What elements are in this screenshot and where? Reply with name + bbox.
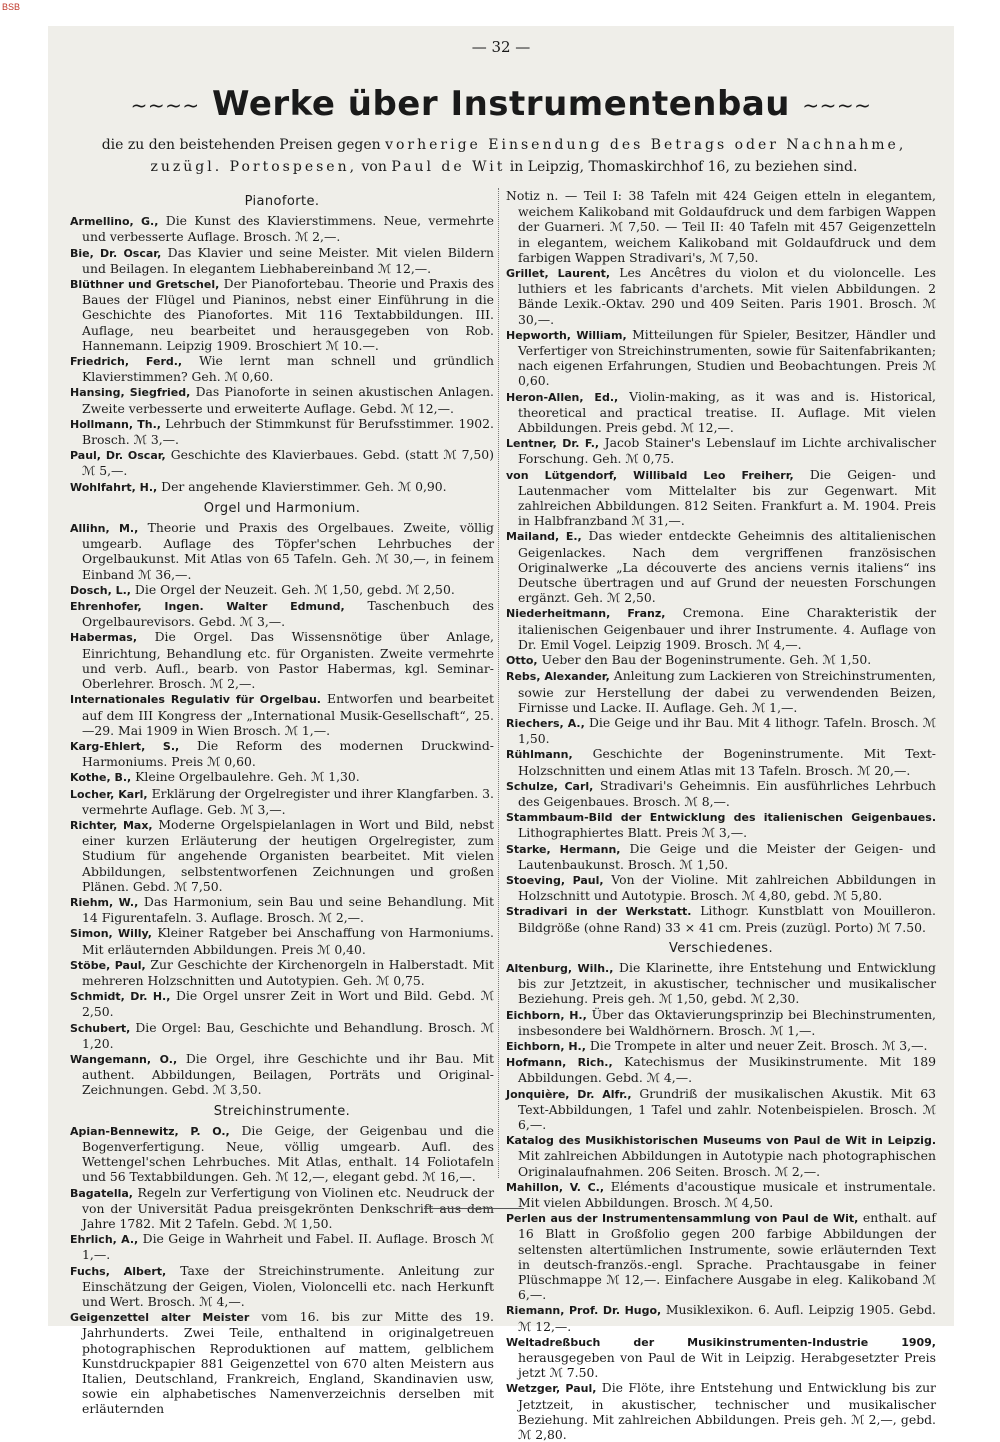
catalog-entry (70, 1263, 494, 1310)
entry-text: Cremona. Eine Charakteristik der italienischen Geigenbauer und ihrer Instrumente. 4. Auflage von Dr. Emil Vogel. Leipzig 1909. Brosch. ℳ 4,—. (518, 605, 936, 652)
entry-author: Riechers, A., (506, 716, 585, 730)
entry-text: Die Geige in Wahrheit und Fabel. II. Auflage. Brosch ℳ 1,—. (82, 1231, 494, 1263)
entry-author: Weltadreßbuch der Musikinstrumenten-Industrie 1909, (506, 1335, 936, 1349)
catalog-entry (506, 1054, 936, 1085)
entry-author: Locher, Karl, (70, 787, 148, 801)
intro-text-spaced-1: vorherige Einsendung des Betrags oder Nachnahme, zuzügl. Portospesen, (150, 137, 907, 175)
entry-text: Das wieder entdeckte Geheimnis des altitalienischen Geigenlackes. Nach dem vergriffenen französischen Originalwerke „La découverte des anciens vernis italiens“ ins Deutsche übertragen und auf Grund der neuesten Forschungen ergänzt. Geh. ℳ 2,50. (518, 528, 936, 606)
entry-text: Violin-making, as it was and is. Historical, theoretical and practical treatise. II. Auflage. Mit vielen Abbildungen. Preis gebd. ℳ 12,—. (518, 388, 936, 436)
entry-text: Kleine Orgelbaulehre. Geh. ℳ 1,30. (135, 769, 360, 785)
entry-text: Geschichte des Klavierbaues. Gebd. (statt ℳ 7,50) ℳ 5,—. (82, 447, 494, 479)
entry-author: Schulze, Carl, (506, 779, 594, 793)
entry-text: Musiklexikon. 6. Aufl. Leipzig 1905. Gebd. ℳ 12,—. (518, 1302, 936, 1334)
entry-author: Wohlfahrt, H., (70, 480, 158, 494)
entry-author: Stöbe, Paul, (70, 958, 146, 972)
entry-author: Starke, Hermann, (506, 842, 621, 856)
catalog-entry (70, 416, 494, 447)
entry-text: Das Pianoforte in seinen akustischen Anlagen. Zweite verbesserte und erweiterte Auflage. Gebd. ℳ 12,—. (82, 384, 494, 416)
catalog-entry (70, 447, 494, 478)
catalog-entry (506, 1179, 936, 1210)
entry-author: Karg-Ehlert, S., (70, 739, 180, 753)
entry-author: Allihn, M., (70, 522, 139, 536)
entry-text: Grundriß der musikalischen Akustik. Mit 63 Text-Abbildungen, 1 Tafel und zahlr. Notenbeispielen. Brosch. ℳ 6,—. (518, 1085, 936, 1132)
entry-author: Simon, Willy, (70, 927, 152, 941)
entry-text: Geschichte der Bogeninstrumente. Mit Text-Holzschnitten und einem Atlas mit 13 Tafeln. Brosch. ℳ 20,—. (518, 746, 936, 778)
entry-author: Wetzger, Paul, (506, 1382, 597, 1396)
entry-text: Entworfen und bearbeitet auf dem III Kongress der „International Musik-Gesellschaft“, 25.—29. Mai 1909 in Wien Brosch. ℳ 1,—. (82, 691, 494, 738)
entry-text: Erklärung der Orgelregister und ihrer Klangfarben. 3. vermehrte Auflage. Geb. ℳ 3,—. (82, 785, 494, 817)
catalog-entry (506, 1210, 936, 1302)
entry-author: Dosch, L., (70, 583, 131, 597)
section-heading: Pianoforte. (244, 194, 320, 209)
entry-author: Hofmann, Rich., (506, 1056, 613, 1070)
catalog-entry (70, 520, 494, 582)
entry-text: Die Reform des modernen Druckwind-Harmoniums. Preis ℳ 0,60. (82, 737, 494, 770)
entry-text: Die Orgel unsrer Zeit in Wort und Bild. Gebd. ℳ 2,50. (82, 988, 494, 1020)
entry-text: Zur Geschichte der Kirchenorgeln in Halberstadt. Mit mehreren Holzschnitten und Autotypien. Geh. ℳ 0,75. (82, 956, 494, 988)
entry-text: Die Orgel. Das Wissensnötige über Anlage, Einrichtung, Behandlung etc. für Organisten. Zweite vermehrte und verb. Aufl., bearb. von Pastor Habermas, kgl. Seminar-Oberlehrer. Brosch. ℳ 2,—. (82, 629, 494, 692)
section-heading: Orgel und Harmonium. (203, 500, 361, 516)
catalog-entry (506, 389, 936, 436)
catalog-entry (506, 605, 936, 652)
entry-text: Die Orgel der Neuzeit. Geh. ℳ 1,50, gebd. ℳ 2,50. (134, 581, 455, 597)
entry-text: Regeln zur Verfertigung von Violinen etc. Neudruck der von der Universität Padua preisgekrönten Denkschrift aus dem Jahre 1782. Mit 2 Tafeln. Gebd. ℳ 1,50. (82, 1184, 494, 1231)
entry-text: Das Klavier und seine Meister. Mit vielen Bildern und Beilagen. In elegantem Liebhabereinband ℳ 12,—. (82, 244, 494, 276)
entry-text: Kleiner Ratgeber bei Anschaffung von Harmoniums. Mit erläuternden Abbildungen. Preis ℳ 0,40. (82, 925, 494, 957)
catalog-entry (70, 817, 494, 894)
entry-text: Die Geige, der Geigenbau und die Bogenverfertigung. Neue, völlig umgearb. Aufl. des Wettengel'schen Lehrbuches. Mit Atlas, enthalt. 14 Foliotafeln und 56 Textabbildungen. Geh. ℳ 12,—, elegant gebd. ℳ 16,—. (82, 1122, 494, 1185)
entry-text: Mit zahlreichen Abbildungen in Autotypie nach photographischen Originalaufnahmen. 206 Seiten. Brosch. ℳ 2,—. (518, 1148, 936, 1179)
document-page (48, 26, 954, 1442)
entry-author: Bie, Dr. Oscar, (70, 246, 162, 260)
catalog-entry (70, 629, 494, 691)
catalog-entry (506, 1302, 936, 1333)
entry-text: Mitteilungen für Spieler, Besitzer, Händler und Verfertiger von Streichinstrumenten, sowie für Saitenfabrikanten; nach eigenen Erfahrungen, Studien und Beobachtungen. Preis ℳ 0,60. (518, 326, 936, 389)
entry-author: Rühlmann, (506, 748, 573, 762)
entry-author: Stammbaum-Bild der Entwicklung des italienischen Geigenbaues. (506, 811, 936, 825)
section-heading: Verschiedenes. (669, 940, 773, 956)
intro-text-spaced-2: Paul de Wit (391, 159, 506, 175)
catalog-entry (506, 327, 936, 389)
entry-text: Die Klarinette, ihre Entstehung und Entwicklung bis zur Jetztzeit, in akustischer, technischer und musikalischer Beziehung. Preis geh. ℳ 1,50, gebd. ℳ 2,30. (518, 959, 936, 1007)
entry-text: Anleitung zum Lackieren von Streichinstrumenten, sowie zur Herstellung der dabei zu verwendenden Beizen, Firnisse und Lacke. II. Auflage. Geh. ℳ 1,—. (518, 668, 936, 715)
catalog-entry (70, 894, 494, 925)
catalog-entry (506, 1132, 936, 1179)
catalog-entry (70, 988, 494, 1019)
catalog-entry (70, 245, 494, 276)
entry-author: Eichborn, H., (506, 1039, 586, 1053)
entry-author: Schubert, (70, 1021, 131, 1035)
catalog-entry (506, 652, 936, 668)
entry-author: Perlen aus der Instrumentensammlung von Paul de Wit, (506, 1212, 859, 1226)
entry-author: Habermas, (70, 631, 137, 645)
catalog-entry (70, 691, 494, 738)
catalog-entry (70, 276, 494, 353)
catalog-entry (70, 582, 494, 598)
intro-paragraph (70, 134, 938, 178)
entry-text: herausgegeben von Paul de Wit in Leipzig. Herabgesetzter Preis jetzt ℳ 7.50. (518, 1350, 936, 1381)
entry-author: Internationales Regulativ für Orgelbau. (70, 693, 321, 707)
catalog-entry (70, 384, 494, 415)
catalog-entry (506, 1086, 936, 1133)
entry-text: Lithogr. Kunstblatt von Mouilleron. Bildgröße (ohne Rand) 33 × 41 cm. Preis (zuzügl. Porto) ℳ 7.50. (518, 903, 936, 935)
entry-author: Mahillon, V. C., (506, 1180, 605, 1194)
entry-author: Paul, Dr. Oscar, (70, 449, 166, 463)
catalog-entry (506, 1334, 936, 1381)
column-divider (498, 188, 499, 1178)
entry-author: Heron-Allen, Ed., (506, 390, 619, 404)
entry-author: Niederheitmann, Franz, (506, 607, 666, 621)
entry-author: Riemann, Prof. Dr. Hugo, (506, 1304, 662, 1318)
catalog-entry (506, 188, 936, 265)
entry-text: Taxe der Streichinstrumente. Anleitung zur Einschätzung der Geigen, Violen, Violoncelli etc. nach Herkunft und Wert. Brosch. ℳ 4,—. (82, 1262, 495, 1310)
entry-text: Die Trompete in alter und neuer Zeit. Brosch. ℳ 3,—. (589, 1037, 928, 1053)
entry-author: Riehm, W., (70, 895, 139, 909)
entry-text: Stradivari's Geheimnis. Ein ausführliches Lehrbuch des Geigenbaues. Brosch. ℳ 8,—. (518, 777, 936, 809)
catalog-entry (506, 528, 936, 605)
catalog-entry (70, 957, 494, 988)
entry-author: Armellino, G., (70, 215, 159, 229)
entry-author: Fuchs, Albert, (70, 1264, 167, 1278)
catalog-entry (506, 809, 936, 840)
entry-author: Richter, Max, (70, 818, 153, 832)
catalog-entry (506, 467, 936, 529)
page-title-text: Werke über Instrumentenbau (212, 84, 790, 124)
bottom-rule (424, 1208, 524, 1209)
entry-author: von Lütgendorf, Willibald Leo Freiherr, (506, 468, 794, 482)
catalog-entry (506, 265, 936, 327)
entry-text: Ueber den Bau der Bogeninstrumente. Geh. ℳ 1,50. (541, 652, 872, 668)
entry-author: Friedrich, Ferd., (70, 355, 183, 369)
entry-author: Hepworth, William, (506, 328, 627, 342)
entry-text: Die Orgel: Bau, Geschichte und Behandlung. Brosch. ℳ 1,20. (82, 1019, 494, 1051)
entry-author: Jonquière, Dr. Alfr., (506, 1087, 632, 1101)
entry-text: Die Geige und ihr Bau. Mit 4 lithogr. Tafeln. Brosch. ℳ 1,50. (518, 714, 936, 747)
entry-author: Otto, (506, 654, 538, 668)
entry-text: Katechismus der Musikinstrumente. Mit 189 Abbildungen. Gebd. ℳ 4,—. (518, 1054, 936, 1086)
entry-text: Lithographiertes Blatt. Preis ℳ 3,—. (518, 825, 748, 841)
entry-text: Jacob Stainer's Lebenslauf im Lichte archivalischer Forschung. Geh. ℳ 0,75. (518, 435, 936, 467)
catalog-entry (506, 872, 936, 903)
catalog-entry (70, 769, 494, 785)
entry-author: Stradivari in der Werkstatt. (506, 905, 692, 919)
entry-text: Die Geigen- und Lautenmacher vom Mittelalter bis zur Gegenwart. Mit zahlreichen Abbildungen. 812 Seiten. Frankfurt a. M. 1904. Preis in Halbfranzband ℳ 31,—. (518, 466, 936, 529)
catalog-entry (506, 1038, 936, 1054)
right-column (506, 188, 936, 1442)
intro-text-3: in Leipzig, Thomaskirchhof 16, zu beziehen sind. (505, 159, 858, 175)
entry-author: Schmidt, Dr. H., (70, 990, 171, 1004)
entry-text: Die Flöte, ihre Entstehung und Entwicklung bis zur Jetztzeit, in akustischer, technischer und musikalischer Beziehung. Mit zahlreichen Abbildungen. Preis geh. ℳ 2,—, gebd. ℳ 2,80. (518, 1380, 936, 1442)
catalog-entry (506, 960, 936, 1007)
catalog-entry (70, 738, 494, 769)
intro-text-1: die zu den beistehenden Preisen gegen (101, 137, 386, 153)
entry-text: Moderne Orgelspielanlagen in Wort und Bild, nebst einer kurzen Erläuterung der heutigen Orgelregister, zum Studium für angehende Organisten bearbeitet. Mit vielen Abbildungen, selbstentworfenen Zeichnungen und großen Plänen. Gebd. ℳ 7,50. (82, 816, 494, 894)
catalog-entry (506, 715, 936, 746)
entry-text: Theorie und Praxis des Orgelbaues. Zweite, völlig umgearb. Auflage des Töpfer'schen Lehrbuches der Orgelbaukunst. Mit Atlas von 65 Tafeln. Geh. ℳ 30,—, in feinem Einband ℳ 36,—. (82, 520, 494, 582)
library-mark: BSB (2, 2, 21, 12)
entry-text: Der Pianofortebau. Theorie und Praxis des Baues der Flügel und Pianinos, nebst einer Einführung in die Geschichte des Pianofortes. Mit 116 Textabbildungen. III. Auflage, neu bearbeitet und herausgegeben von Rob. Hannemann. Leipzig 1909. Broschiert ℳ 10.—. (82, 276, 494, 353)
entry-text: Die Kunst des Klavierstimmens. Neue, vermehrte und verbesserte Auflage. Brosch. ℳ 2,—. (82, 213, 494, 245)
catalog-entry (70, 353, 494, 384)
entry-author: Geigenzettel alter Meister (70, 1311, 250, 1325)
catalog-entry (506, 778, 936, 809)
entry-text: Wie lernt man schnell und gründlich Klavierstimmen? Geh. ℳ 0,60. (82, 353, 494, 385)
catalog-entry (70, 213, 494, 244)
entry-author: Katalog des Musikhistorischen Museums von Paul de Wit in Leipzig. (506, 1134, 936, 1148)
entry-text: Über das Oktavierungsprinzip bei Blechinstrumenten, insbesondere bei Waldhörnern. Brosch. ℳ 1,—. (518, 1006, 936, 1038)
entry-text: Die Geige und die Meister der Geigen- und Lautenbaukunst. Brosch. ℳ 1,50. (518, 840, 936, 872)
catalog-entry (506, 841, 936, 872)
catalog-entry (506, 668, 936, 715)
catalog-entry (506, 435, 936, 466)
entry-text: Der angehende Klavierstimmer. Geh. ℳ 0,90. (161, 478, 447, 494)
catalog-entry (506, 746, 936, 777)
catalog-entry (70, 1051, 494, 1098)
entry-text: Von der Violine. Mit zahlreichen Abbildungen in Holzschnitt und Autotypie. Brosch. ℳ 4,80, gebd. ℳ 5,80. (518, 871, 936, 904)
entry-text: vom 16. bis zur Mitte des 19. Jahrhunderts. Zwei Teile, enthaltend in originalgetreuen photographischen Reproduktionen auf mattem, gelblichem Kunstdruckpapier 881 Geigenzettel von 670 alten Meistern aus Italien, Deutschland, Frankreich, England, Skandinavien usw, sowie ein alphabetisches Namenverzeichnis derselben mit erläuternden (82, 1309, 494, 1417)
entry-text: Notiz n. — Teil I: 38 Tafeln mit 424 Geigen etteln in elegantem, weichem Kalikoband mit Goldaufdruck und dem farbigen Wappen der Guarneri. ℳ 7,50. — Teil II: 40 Tafeln mit 457 Geigenzetteln in elegantem, weichem Kalikoband mit Goldaufdruck und dem farbigen Wappen Stradivari's, ℳ 7,50. (506, 188, 936, 265)
entry-text: Die Orgel, ihre Geschichte und ihr Bau. Mit authent. Abbildungen, Beilagen, Porträts und Original-Zeichnungen. Gebd. ℳ 3,50. (82, 1050, 494, 1098)
entry-author: Bagatella, (70, 1186, 133, 1200)
entry-author: Eichborn, H., (506, 1008, 587, 1022)
entry-author: Mailand, E., (506, 530, 582, 544)
ornament-left: ~~~~ (130, 93, 200, 118)
intro-text-2: von (357, 159, 392, 175)
entry-author: Grillet, Laurent, (506, 267, 611, 281)
entry-author: Hansing, Siegfried, (70, 386, 191, 400)
catalog-entry (506, 1007, 936, 1038)
entry-text: Lehrbuch der Stimmkunst für Berufsstimmer. 1902. Brosch. ℳ 3,—. (82, 415, 494, 448)
page-title (48, 84, 954, 126)
entry-text: Taschenbuch des Orgelbaurevisors. Gebd. ℳ 3,—. (82, 598, 494, 630)
ornament-right: ~~~~ (802, 93, 872, 118)
catalog-entry (70, 925, 494, 956)
entry-author: Wangemann, O., (70, 1052, 178, 1066)
entry-text: enthalt. auf 16 Blatt in Großfolio gegen 200 farbige Abbildungen der seltensten altertümlichen Instrumente, sowie erläuternden Text in deutsch-französ.-engl. Sprache. Prachtausgabe in feiner Plüschmappe ℳ 12,—. Einfachere Ausgabe in eleg. Kalikoband ℳ 6,—. (518, 1210, 936, 1303)
entry-text: Eléments d'acoustique musicale et instrumentale. Mit vielen Abbildungen. Brosch. ℳ 4,50. (518, 1178, 936, 1210)
entry-text: Das Harmonium, sein Bau und seine Behandlung. Mit 14 Figurentafeln. 3. Auflage. Brosch. ℳ 2,—. (82, 893, 494, 926)
entry-author: Blüthner und Gretschel, (70, 278, 220, 292)
catalog-entry (70, 786, 494, 817)
entry-author: Apian-Bennewitz, P. O., (70, 1124, 230, 1138)
entry-author: Ehrenhofer, Ingen. Walter Edmund, (70, 600, 345, 614)
catalog-entry (70, 598, 494, 629)
entry-author: Lentner, Dr. F., (506, 437, 600, 451)
catalog-entry (70, 1123, 494, 1185)
catalog-entry (506, 1380, 936, 1442)
catalog-entry (70, 479, 494, 495)
left-column (70, 188, 494, 1417)
entry-author: Stoeving, Paul, (506, 873, 604, 887)
entry-author: Ehrlich, A., (70, 1233, 139, 1247)
catalog-entry (70, 1020, 494, 1051)
entry-author: Altenburg, Wilh., (506, 961, 614, 975)
section-heading: Streichinstrumente. (213, 1103, 351, 1119)
catalog-entry (70, 1231, 494, 1262)
entry-author: Hollmann, Th., (70, 417, 161, 431)
entry-author: Rebs, Alexander, (506, 670, 610, 684)
catalog-entry (506, 903, 936, 934)
page-number: — 32 — (471, 38, 531, 56)
entry-author: Kothe, B., (70, 771, 132, 785)
entry-text: Les Ancêtres du violon et du violoncelle. Les luthiers et les fabricants d'archets. Mit vielen Abbildungen. 2 Bände Lexik.-Oktav. 290 und 409 Seiten. Paris 1901. Brosch. ℳ 30,—. (518, 265, 936, 327)
